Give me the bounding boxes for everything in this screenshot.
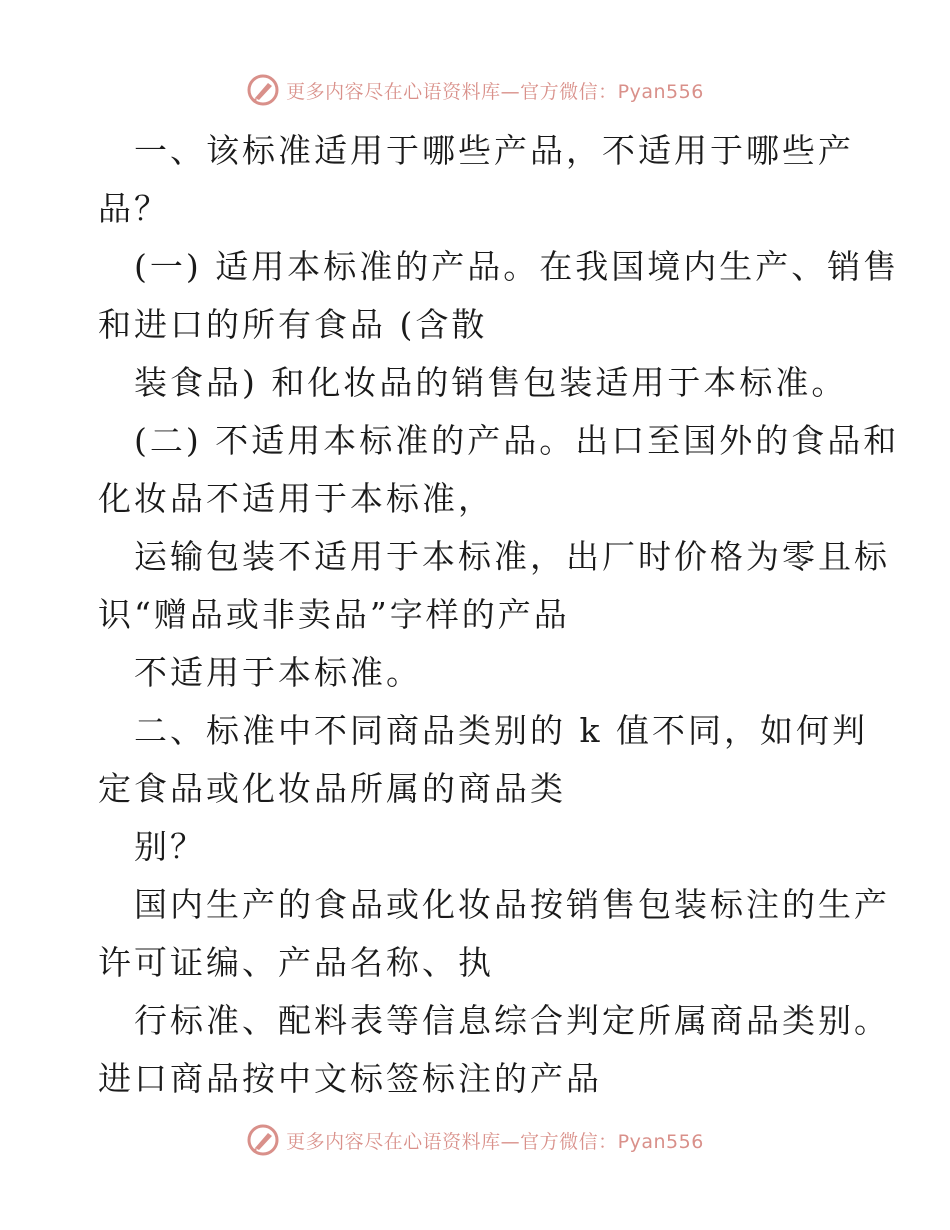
text-line: 许可证编、产品名称、执: [98, 943, 494, 982]
text-line: 品？: [98, 189, 170, 228]
text-line: (二) 不适用本标准的产品。出口至国外的食品和: [134, 421, 900, 460]
heading-question-1: 一、该标准适用于哪些产品，不适用于哪些产: [134, 131, 854, 170]
watermark-header: [0, 70, 950, 110]
heading-question-2: 二、标准中不同商品类别的 k 值不同，如何判: [134, 711, 868, 750]
text-line: 定食品或化妆品所属的商品类: [98, 769, 566, 808]
text-line: 化妆品不适用于本标准，: [98, 479, 494, 518]
text-line: 进口商品按中文标签标注的产品: [98, 1059, 602, 1098]
text-line: 行标准、配料表等信息综合判定所属商品类别。: [134, 1001, 890, 1040]
text-line: 识“赠品或非卖品”字样的产品: [98, 595, 570, 634]
watermark-footer: [0, 1120, 950, 1160]
watermark-text: 更多内容尽在心语资料库—官方微信：Pyan556: [286, 80, 704, 103]
pen-logo-icon: [246, 1123, 280, 1157]
document-body: [98, 122, 900, 1108]
text-line: 装食品) 和化妆品的销售包装适用于本标准。: [134, 363, 848, 402]
text-line: 别？: [134, 827, 206, 866]
text-line: 运输包装不适用于本标准，出厂时价格为零且标: [134, 537, 890, 576]
text-line: 和进口的所有食品 (含散: [98, 305, 488, 344]
text-line: 国内生产的食品或化妆品按销售包装标注的生产: [134, 885, 890, 924]
text-line: (一) 适用本标准的产品。在我国境内生产、销售: [134, 247, 900, 286]
pen-logo-icon: [246, 73, 280, 107]
watermark-text: 更多内容尽在心语资料库—官方微信：Pyan556: [286, 1130, 704, 1153]
text-line: 不适用于本标准。: [134, 653, 422, 692]
